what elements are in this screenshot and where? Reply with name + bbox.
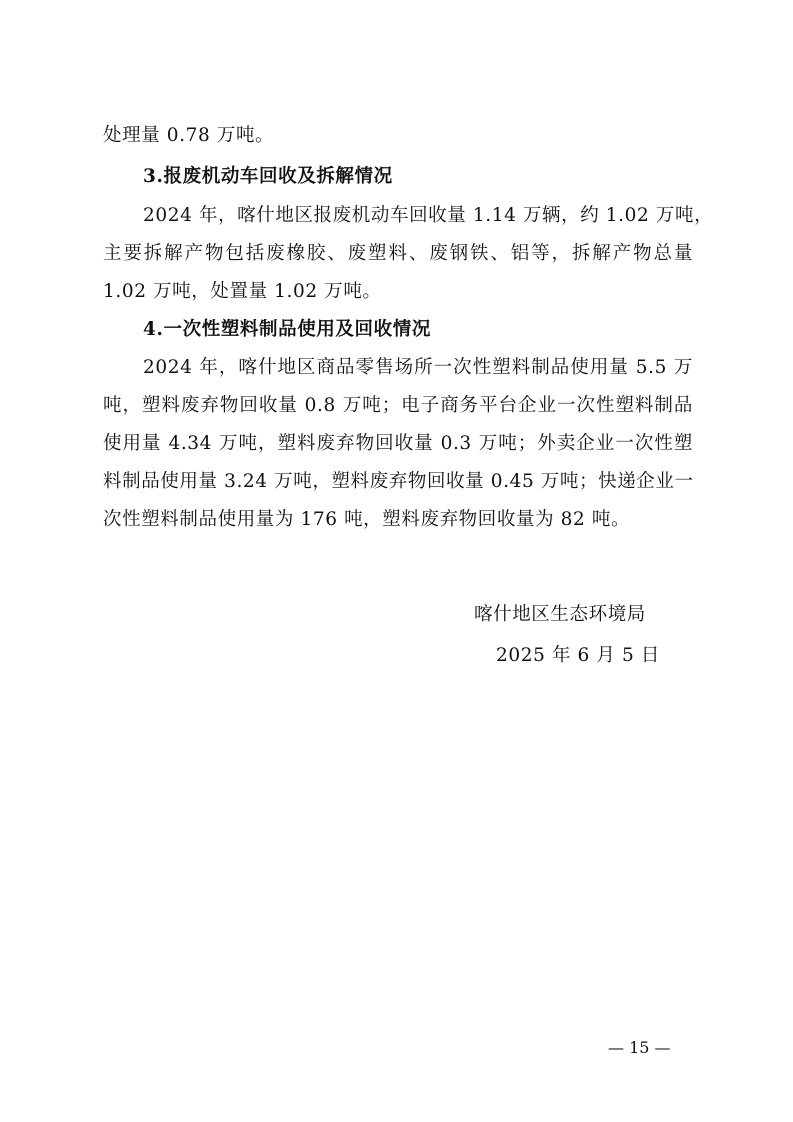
section-3-line-1: 2024 年，喀什地区报废机动车回收量 1.14 万辆，约 1.02 万吨， bbox=[143, 205, 714, 226]
section-3-heading: 3.报废机动车回收及拆解情况 bbox=[143, 166, 393, 187]
section-4-heading: 4.一次性塑料制品使用及回收情况 bbox=[143, 319, 431, 340]
section-4-line-2: 吨，塑料废弃物回收量 0.8 万吨；电子商务平台企业一次性塑料制品 bbox=[103, 395, 693, 416]
section-4-line-1: 2024 年，喀什地区商品零售场所一次性塑料制品使用量 5.5 万 bbox=[143, 357, 693, 378]
page-number: — 15 — bbox=[608, 1038, 671, 1057]
continuation-line: 处理量 0.78 万吨。 bbox=[103, 125, 275, 146]
section-4-line-4: 料制品使用量 3.24 万吨，塑料废弃物回收量 0.45 万吨；快递企业一 bbox=[103, 471, 694, 492]
section-3-line-3: 1.02 万吨，处置量 1.02 万吨。 bbox=[103, 281, 382, 302]
signature-organization: 喀什地区生态环境局 bbox=[474, 604, 646, 625]
signature-date: 2025 年 6 月 5 日 bbox=[496, 645, 660, 666]
section-4-line-3: 使用量 4.34 万吨，塑料废弃物回收量 0.3 万吨；外卖企业一次性塑 bbox=[103, 433, 693, 454]
section-3-line-2: 主要拆解产物包括废橡胶、废塑料、废钢铁、铝等，拆解产物总量 bbox=[103, 243, 693, 264]
section-4-line-5: 次性塑料制品使用量为 176 吨，塑料废弃物回收量为 82 吨。 bbox=[103, 509, 631, 530]
